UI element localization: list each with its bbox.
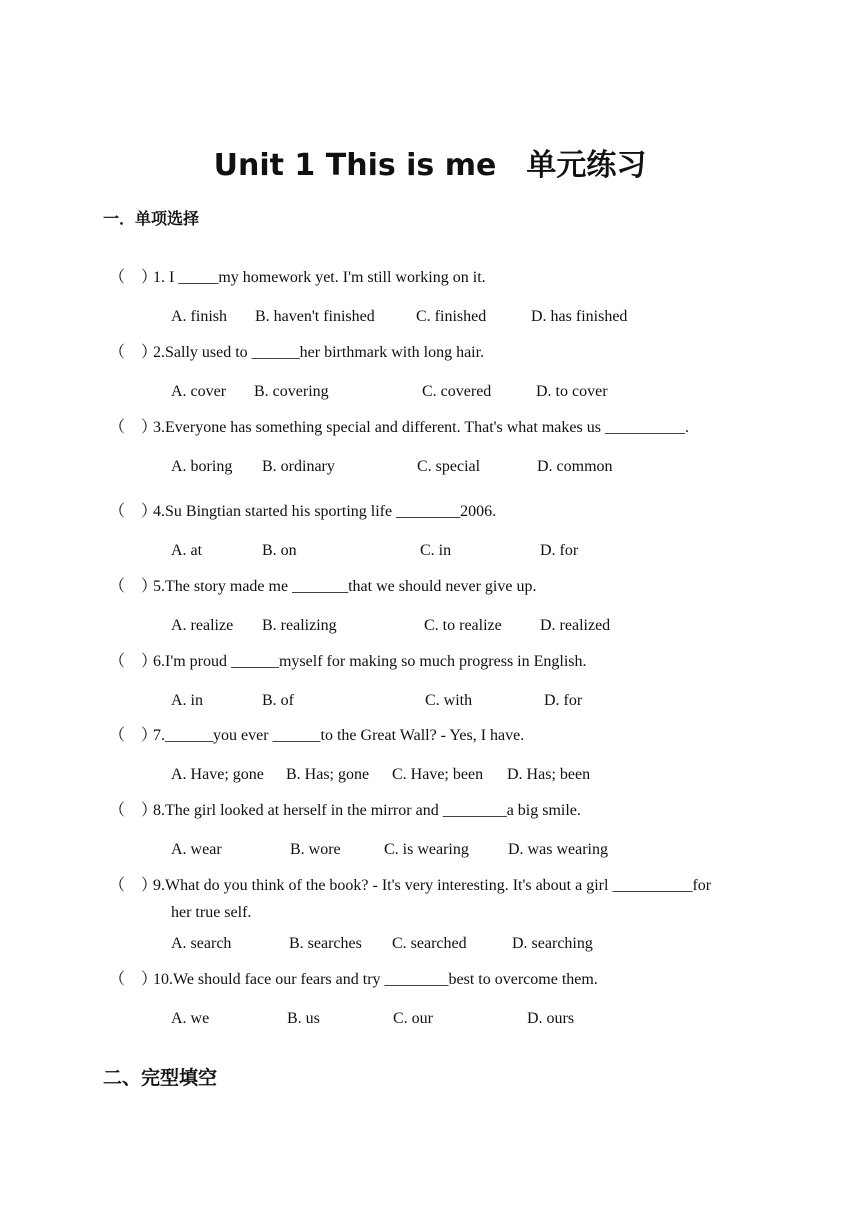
option-d[interactable]: D. to cover (536, 383, 608, 400)
answer-blank[interactable]: （ ） (109, 269, 158, 286)
options-row (171, 308, 791, 328)
question-text: 1. I _____my homework yet. I'm still working on it. (153, 269, 486, 286)
question-6 (109, 648, 587, 671)
options-row (171, 383, 791, 403)
question-text: 8.The girl looked at herself in the mirror and ________a big smile. (153, 802, 581, 819)
options-row (171, 841, 791, 861)
option-c[interactable]: C. in (420, 542, 452, 559)
option-d[interactable]: D. common (537, 458, 613, 475)
answer-blank[interactable]: （ ） (109, 344, 158, 361)
question-3 (109, 414, 689, 437)
option-d[interactable]: D. ours (527, 1010, 575, 1027)
question-text: 10.We should face our fears and try ________best to overcome them. (153, 971, 598, 988)
options-row (171, 1010, 791, 1030)
option-a[interactable]: A. search (171, 935, 232, 952)
question-7 (109, 722, 524, 745)
option-b[interactable]: B. wore (290, 841, 341, 858)
question-5 (109, 573, 536, 596)
option-b[interactable]: B. Has; gone (286, 766, 370, 783)
question-2 (109, 339, 484, 362)
option-a[interactable]: A. in (171, 692, 203, 709)
option-b[interactable]: B. ordinary (262, 458, 335, 475)
answer-blank[interactable]: （ ） (109, 578, 158, 595)
option-d[interactable]: D. was wearing (508, 841, 608, 858)
question-text: 4.Su Bingtian started his sporting life ________2006. (153, 503, 497, 520)
option-c[interactable]: C. to realize (424, 617, 502, 634)
option-c[interactable]: C. searched (392, 935, 467, 952)
option-a[interactable]: A. finish (171, 308, 227, 325)
option-c[interactable]: C. is wearing (384, 841, 469, 858)
question-text: 2.Sally used to ______her birthmark with long hair. (153, 344, 485, 361)
option-c[interactable]: C. our (393, 1010, 433, 1027)
option-d[interactable]: D. Has; been (507, 766, 591, 783)
option-a[interactable]: A. wear (171, 841, 222, 858)
question-text: 9.What do you think of the book? - It's very interesting. It's about a girl __________for (153, 877, 712, 894)
options-row (171, 458, 791, 478)
question-1 (109, 264, 486, 287)
answer-blank[interactable]: （ ） (109, 653, 158, 670)
question-4 (109, 498, 496, 521)
question-9 (109, 872, 711, 895)
option-b[interactable]: B. realizing (262, 617, 337, 634)
option-b[interactable]: B. searches (289, 935, 362, 952)
options-row (171, 935, 791, 955)
option-d[interactable]: D. realized (540, 617, 611, 634)
question-text: 3.Everyone has something special and different. That's what makes us __________. (153, 419, 689, 436)
option-b[interactable]: B. haven't finished (255, 308, 375, 325)
option-a[interactable]: A. boring (171, 458, 233, 475)
page-title: Unit 1 This is me 单元练习 (213, 148, 647, 183)
option-c[interactable]: C. Have; been (392, 766, 484, 783)
question-text-continuation: her true self. (171, 904, 252, 921)
options-row (171, 542, 791, 562)
answer-blank[interactable]: （ ） (109, 802, 158, 819)
answer-blank[interactable]: （ ） (109, 727, 158, 744)
option-b[interactable]: B. covering (254, 383, 329, 400)
answer-blank[interactable]: （ ） (109, 971, 158, 988)
answer-blank[interactable]: （ ） (109, 503, 158, 520)
option-a[interactable]: A. realize (171, 617, 234, 634)
question-text: 7.______you ever ______to the Great Wall? - Yes, I have. (153, 727, 525, 744)
question-8 (109, 797, 581, 820)
option-a[interactable]: A. Have; gone (171, 766, 264, 783)
option-c[interactable]: C. special (417, 458, 481, 475)
option-c[interactable]: C. covered (422, 383, 492, 400)
options-row (171, 692, 791, 712)
question-10 (109, 966, 598, 989)
option-a[interactable]: A. we (171, 1010, 210, 1027)
answer-blank[interactable]: （ ） (109, 877, 158, 894)
option-b[interactable]: B. of (262, 692, 294, 709)
option-c[interactable]: C. finished (416, 308, 487, 325)
options-row (171, 766, 791, 786)
question-text: 5.The story made me _______that we should never give up. (153, 578, 537, 595)
option-b[interactable]: B. us (287, 1010, 320, 1027)
option-d[interactable]: D. searching (512, 935, 593, 952)
option-d[interactable]: D. has finished (531, 308, 628, 325)
question-text: 6.I'm proud ______myself for making so much progress in English. (153, 653, 587, 670)
option-d[interactable]: D. for (540, 542, 579, 559)
section-heading-multiple-choice: 一．单项选择 (103, 209, 200, 228)
option-b[interactable]: B. on (262, 542, 297, 559)
answer-blank[interactable]: （ ） (109, 419, 158, 436)
option-d[interactable]: D. for (544, 692, 583, 709)
option-c[interactable]: C. with (425, 692, 473, 709)
options-row (171, 617, 791, 637)
option-a[interactable]: A. at (171, 542, 203, 559)
option-a[interactable]: A. cover (171, 383, 227, 400)
section-heading-cloze: 二、完型填空 (103, 1067, 218, 1089)
